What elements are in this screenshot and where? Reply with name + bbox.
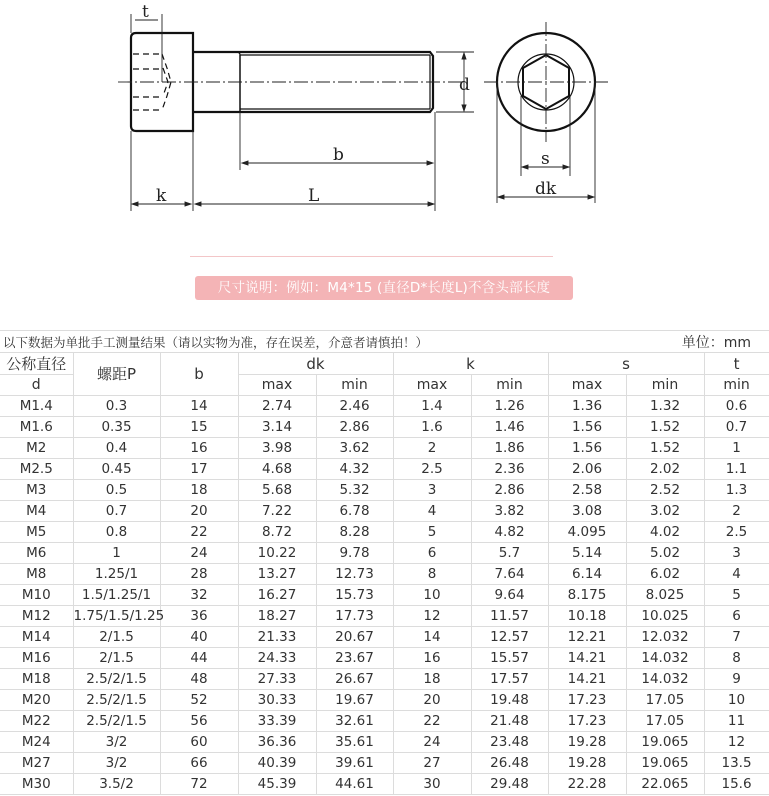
cell-dk-min: 39.61 (316, 753, 393, 774)
cell-d: M20 (0, 690, 73, 711)
cell-P: 2.5/2/1.5 (73, 669, 160, 690)
header-k-max: max (393, 375, 471, 396)
divider (190, 256, 553, 257)
table-row (0, 627, 769, 648)
cell-k-min: 7.64 (471, 564, 548, 585)
cell-s-min: 17.05 (626, 711, 704, 732)
cell-s-min: 19.065 (626, 753, 704, 774)
cell-k-max: 2 (393, 438, 471, 459)
cell-P: 2/1.5 (73, 627, 160, 648)
cell-t-min: 9 (704, 669, 769, 690)
cell-k-max: 22 (393, 711, 471, 732)
header-dk-min: min (316, 375, 393, 396)
cell-k-min: 17.57 (471, 669, 548, 690)
cell-dk-max: 24.33 (238, 648, 316, 669)
size-explanation-banner: 尺寸说明：例如：M4*15 (直径D*长度L)不含头部长度 (195, 276, 573, 300)
cell-t-min: 2.5 (704, 522, 769, 543)
cell-s-min: 19.065 (626, 732, 704, 753)
cell-s-max: 19.28 (548, 753, 626, 774)
cell-s-max: 12.21 (548, 627, 626, 648)
cell-P: 1.75/1.5/1.25 (73, 606, 160, 627)
table-row (0, 732, 769, 753)
header-t-min: min (704, 375, 769, 396)
cell-k-min: 2.86 (471, 480, 548, 501)
header-s: s (548, 353, 704, 375)
cell-k-max: 12 (393, 606, 471, 627)
cell-t-min: 0.7 (704, 417, 769, 438)
cell-s-min: 4.02 (626, 522, 704, 543)
cell-k-max: 5 (393, 522, 471, 543)
cell-dk-max: 3.14 (238, 417, 316, 438)
cell-t-min: 2 (704, 501, 769, 522)
cell-dk-max: 16.27 (238, 585, 316, 606)
cell-dk-min: 44.61 (316, 774, 393, 795)
measurement-note: 以下数据为单批手工测量结果（请以实物为准，存在误差，介意者请慎拍！） (3, 334, 429, 350)
cell-P: 0.45 (73, 459, 160, 480)
cell-b: 60 (160, 732, 238, 753)
cell-d: M3 (0, 480, 73, 501)
cell-s-max: 10.18 (548, 606, 626, 627)
cell-dk-min: 17.73 (316, 606, 393, 627)
table-row (0, 417, 769, 438)
header-k: k (393, 353, 548, 375)
header-dk-max: max (238, 375, 316, 396)
cell-b: 16 (160, 438, 238, 459)
cell-d: M24 (0, 732, 73, 753)
header-b: b (160, 353, 238, 396)
cell-t-min: 5 (704, 585, 769, 606)
header-d-line2: d (0, 375, 73, 396)
cell-s-max: 1.56 (548, 417, 626, 438)
cell-s-max: 3.08 (548, 501, 626, 522)
cell-dk-min: 4.32 (316, 459, 393, 480)
cell-dk-min: 8.28 (316, 522, 393, 543)
cell-dk-max: 33.39 (238, 711, 316, 732)
cell-k-max: 1.4 (393, 396, 471, 417)
cell-t-min: 12 (704, 732, 769, 753)
cell-dk-min: 3.62 (316, 438, 393, 459)
cell-s-min: 12.032 (626, 627, 704, 648)
cell-P: 0.35 (73, 417, 160, 438)
cell-dk-max: 30.33 (238, 690, 316, 711)
cell-s-max: 17.23 (548, 711, 626, 732)
cell-s-max: 8.175 (548, 585, 626, 606)
cell-dk-min: 6.78 (316, 501, 393, 522)
cell-dk-max: 5.68 (238, 480, 316, 501)
label-L: L (308, 186, 320, 206)
cell-P: 3/2 (73, 732, 160, 753)
cell-P: 2.5/2/1.5 (73, 690, 160, 711)
cell-k-max: 16 (393, 648, 471, 669)
cell-dk-max: 45.39 (238, 774, 316, 795)
cell-d: M1.6 (0, 417, 73, 438)
cell-s-min: 1.52 (626, 417, 704, 438)
cell-b: 14 (160, 396, 238, 417)
cell-b: 36 (160, 606, 238, 627)
cell-d: M2 (0, 438, 73, 459)
cell-k-min: 29.48 (471, 774, 548, 795)
cell-dk-max: 4.68 (238, 459, 316, 480)
cell-P: 1 (73, 543, 160, 564)
cell-k-max: 6 (393, 543, 471, 564)
cell-s-max: 17.23 (548, 690, 626, 711)
cell-t-min: 8 (704, 648, 769, 669)
cell-k-min: 9.64 (471, 585, 548, 606)
cell-P: 2/1.5 (73, 648, 160, 669)
table-row (0, 564, 769, 585)
cell-d: M5 (0, 522, 73, 543)
cell-dk-max: 2.74 (238, 396, 316, 417)
header-k-min: min (471, 375, 548, 396)
cell-d: M8 (0, 564, 73, 585)
cell-s-max: 14.21 (548, 648, 626, 669)
header-s-max: max (548, 375, 626, 396)
cell-dk-min: 2.86 (316, 417, 393, 438)
table-row (0, 690, 769, 711)
cell-s-min: 2.52 (626, 480, 704, 501)
cell-s-max: 14.21 (548, 669, 626, 690)
cell-k-min: 23.48 (471, 732, 548, 753)
cell-s-min: 3.02 (626, 501, 704, 522)
cell-s-max: 2.58 (548, 480, 626, 501)
table-row (0, 480, 769, 501)
cell-t-min: 1.3 (704, 480, 769, 501)
cell-s-max: 6.14 (548, 564, 626, 585)
cell-s-min: 2.02 (626, 459, 704, 480)
cell-t-min: 1.1 (704, 459, 769, 480)
cell-b: 32 (160, 585, 238, 606)
cell-b: 17 (160, 459, 238, 480)
cell-s-min: 10.025 (626, 606, 704, 627)
cell-d: M10 (0, 585, 73, 606)
cell-k-min: 12.57 (471, 627, 548, 648)
cell-k-max: 20 (393, 690, 471, 711)
cell-d: M2.5 (0, 459, 73, 480)
spec-table-body (0, 396, 769, 795)
cell-k-max: 27 (393, 753, 471, 774)
cell-t-min: 10 (704, 690, 769, 711)
cell-t-min: 6 (704, 606, 769, 627)
cell-s-max: 4.095 (548, 522, 626, 543)
cell-k-min: 2.36 (471, 459, 548, 480)
cell-dk-max: 18.27 (238, 606, 316, 627)
cell-dk-min: 5.32 (316, 480, 393, 501)
cell-P: 1.5/1.25/1 (73, 585, 160, 606)
cell-s-max: 5.14 (548, 543, 626, 564)
cell-k-max: 24 (393, 732, 471, 753)
cell-k-max: 18 (393, 669, 471, 690)
cell-d: M1.4 (0, 396, 73, 417)
cell-s-max: 1.36 (548, 396, 626, 417)
cell-b: 66 (160, 753, 238, 774)
cell-s-min: 17.05 (626, 690, 704, 711)
cell-k-max: 8 (393, 564, 471, 585)
cell-P: 3/2 (73, 753, 160, 774)
table-row (0, 396, 769, 417)
cell-k-max: 30 (393, 774, 471, 795)
label-s: s (541, 149, 550, 169)
cell-k-min: 11.57 (471, 606, 548, 627)
table-row (0, 459, 769, 480)
cell-dk-min: 12.73 (316, 564, 393, 585)
cell-k-min: 21.48 (471, 711, 548, 732)
cell-dk-min: 26.67 (316, 669, 393, 690)
cell-dk-max: 10.22 (238, 543, 316, 564)
cell-b: 18 (160, 480, 238, 501)
table-row (0, 543, 769, 564)
cell-dk-max: 36.36 (238, 732, 316, 753)
cell-b: 40 (160, 627, 238, 648)
cell-dk-min: 23.67 (316, 648, 393, 669)
label-d: d (459, 75, 470, 95)
cell-k-max: 2.5 (393, 459, 471, 480)
header-d-line1: 公称直径 (0, 353, 73, 375)
cell-k-max: 1.6 (393, 417, 471, 438)
cell-dk-min: 19.67 (316, 690, 393, 711)
cell-d: M30 (0, 774, 73, 795)
cell-d: M27 (0, 753, 73, 774)
label-b: b (333, 145, 344, 165)
label-t: t (142, 2, 149, 22)
cell-t-min: 0.6 (704, 396, 769, 417)
cell-b: 52 (160, 690, 238, 711)
cell-P: 3.5/2 (73, 774, 160, 795)
label-k: k (156, 186, 167, 206)
cell-k-min: 1.86 (471, 438, 548, 459)
cell-P: 2.5/2/1.5 (73, 711, 160, 732)
cell-b: 56 (160, 711, 238, 732)
cell-s-max: 2.06 (548, 459, 626, 480)
cell-dk-min: 20.67 (316, 627, 393, 648)
cell-s-min: 5.02 (626, 543, 704, 564)
table-row (0, 669, 769, 690)
cell-k-min: 19.48 (471, 690, 548, 711)
header-pitch: 螺距P (73, 353, 160, 396)
table-row (0, 753, 769, 774)
cell-s-max: 1.56 (548, 438, 626, 459)
cell-k-min: 1.26 (471, 396, 548, 417)
cell-b: 22 (160, 522, 238, 543)
cell-b: 28 (160, 564, 238, 585)
cell-dk-min: 15.73 (316, 585, 393, 606)
cell-P: 0.5 (73, 480, 160, 501)
cell-t-min: 15.6 (704, 774, 769, 795)
cell-s-min: 1.52 (626, 438, 704, 459)
cell-P: 1.25/1 (73, 564, 160, 585)
cell-t-min: 7 (704, 627, 769, 648)
table-row (0, 711, 769, 732)
cell-b: 24 (160, 543, 238, 564)
cell-dk-min: 32.61 (316, 711, 393, 732)
cell-s-min: 14.032 (626, 669, 704, 690)
cell-s-min: 6.02 (626, 564, 704, 585)
bolt-technical-drawing (0, 0, 769, 240)
cell-d: M16 (0, 648, 73, 669)
table-row (0, 585, 769, 606)
cell-s-min: 1.32 (626, 396, 704, 417)
table-notice-row (0, 330, 769, 352)
header-t: t (704, 353, 769, 375)
cell-P: 0.3 (73, 396, 160, 417)
cell-dk-min: 35.61 (316, 732, 393, 753)
cell-P: 0.4 (73, 438, 160, 459)
table-row (0, 606, 769, 627)
cell-dk-max: 13.27 (238, 564, 316, 585)
cell-dk-max: 8.72 (238, 522, 316, 543)
header-dk: dk (238, 353, 393, 375)
bolt-spec-table (0, 352, 769, 795)
cell-dk-max: 40.39 (238, 753, 316, 774)
cell-b: 72 (160, 774, 238, 795)
spec-table-section (0, 330, 769, 795)
cell-k-max: 3 (393, 480, 471, 501)
cell-t-min: 3 (704, 543, 769, 564)
cell-s-max: 22.28 (548, 774, 626, 795)
cell-k-min: 5.7 (471, 543, 548, 564)
label-dk: dk (535, 179, 557, 199)
table-row (0, 438, 769, 459)
cell-k-min: 15.57 (471, 648, 548, 669)
cell-s-min: 22.065 (626, 774, 704, 795)
cell-dk-max: 27.33 (238, 669, 316, 690)
cell-k-max: 4 (393, 501, 471, 522)
cell-t-min: 11 (704, 711, 769, 732)
cell-b: 48 (160, 669, 238, 690)
table-row (0, 522, 769, 543)
cell-b: 15 (160, 417, 238, 438)
cell-b: 44 (160, 648, 238, 669)
cell-d: M18 (0, 669, 73, 690)
cell-k-min: 26.48 (471, 753, 548, 774)
cell-k-min: 3.82 (471, 501, 548, 522)
cell-t-min: 4 (704, 564, 769, 585)
cell-t-min: 13.5 (704, 753, 769, 774)
cell-P: 0.7 (73, 501, 160, 522)
cell-dk-min: 2.46 (316, 396, 393, 417)
cell-d: M6 (0, 543, 73, 564)
table-row (0, 501, 769, 522)
cell-dk-max: 3.98 (238, 438, 316, 459)
cell-d: M12 (0, 606, 73, 627)
cell-k-min: 1.46 (471, 417, 548, 438)
cell-dk-max: 21.33 (238, 627, 316, 648)
cell-s-min: 14.032 (626, 648, 704, 669)
cell-t-min: 1 (704, 438, 769, 459)
cell-k-max: 10 (393, 585, 471, 606)
cell-d: M4 (0, 501, 73, 522)
table-row (0, 774, 769, 795)
cell-k-max: 14 (393, 627, 471, 648)
cell-s-min: 8.025 (626, 585, 704, 606)
header-s-min: min (626, 375, 704, 396)
unit-label: 单位：mm (681, 334, 751, 351)
cell-d: M22 (0, 711, 73, 732)
cell-dk-max: 7.22 (238, 501, 316, 522)
table-row (0, 648, 769, 669)
cell-d: M14 (0, 627, 73, 648)
cell-k-min: 4.82 (471, 522, 548, 543)
cell-dk-min: 9.78 (316, 543, 393, 564)
cell-s-max: 19.28 (548, 732, 626, 753)
cell-P: 0.8 (73, 522, 160, 543)
cell-b: 20 (160, 501, 238, 522)
